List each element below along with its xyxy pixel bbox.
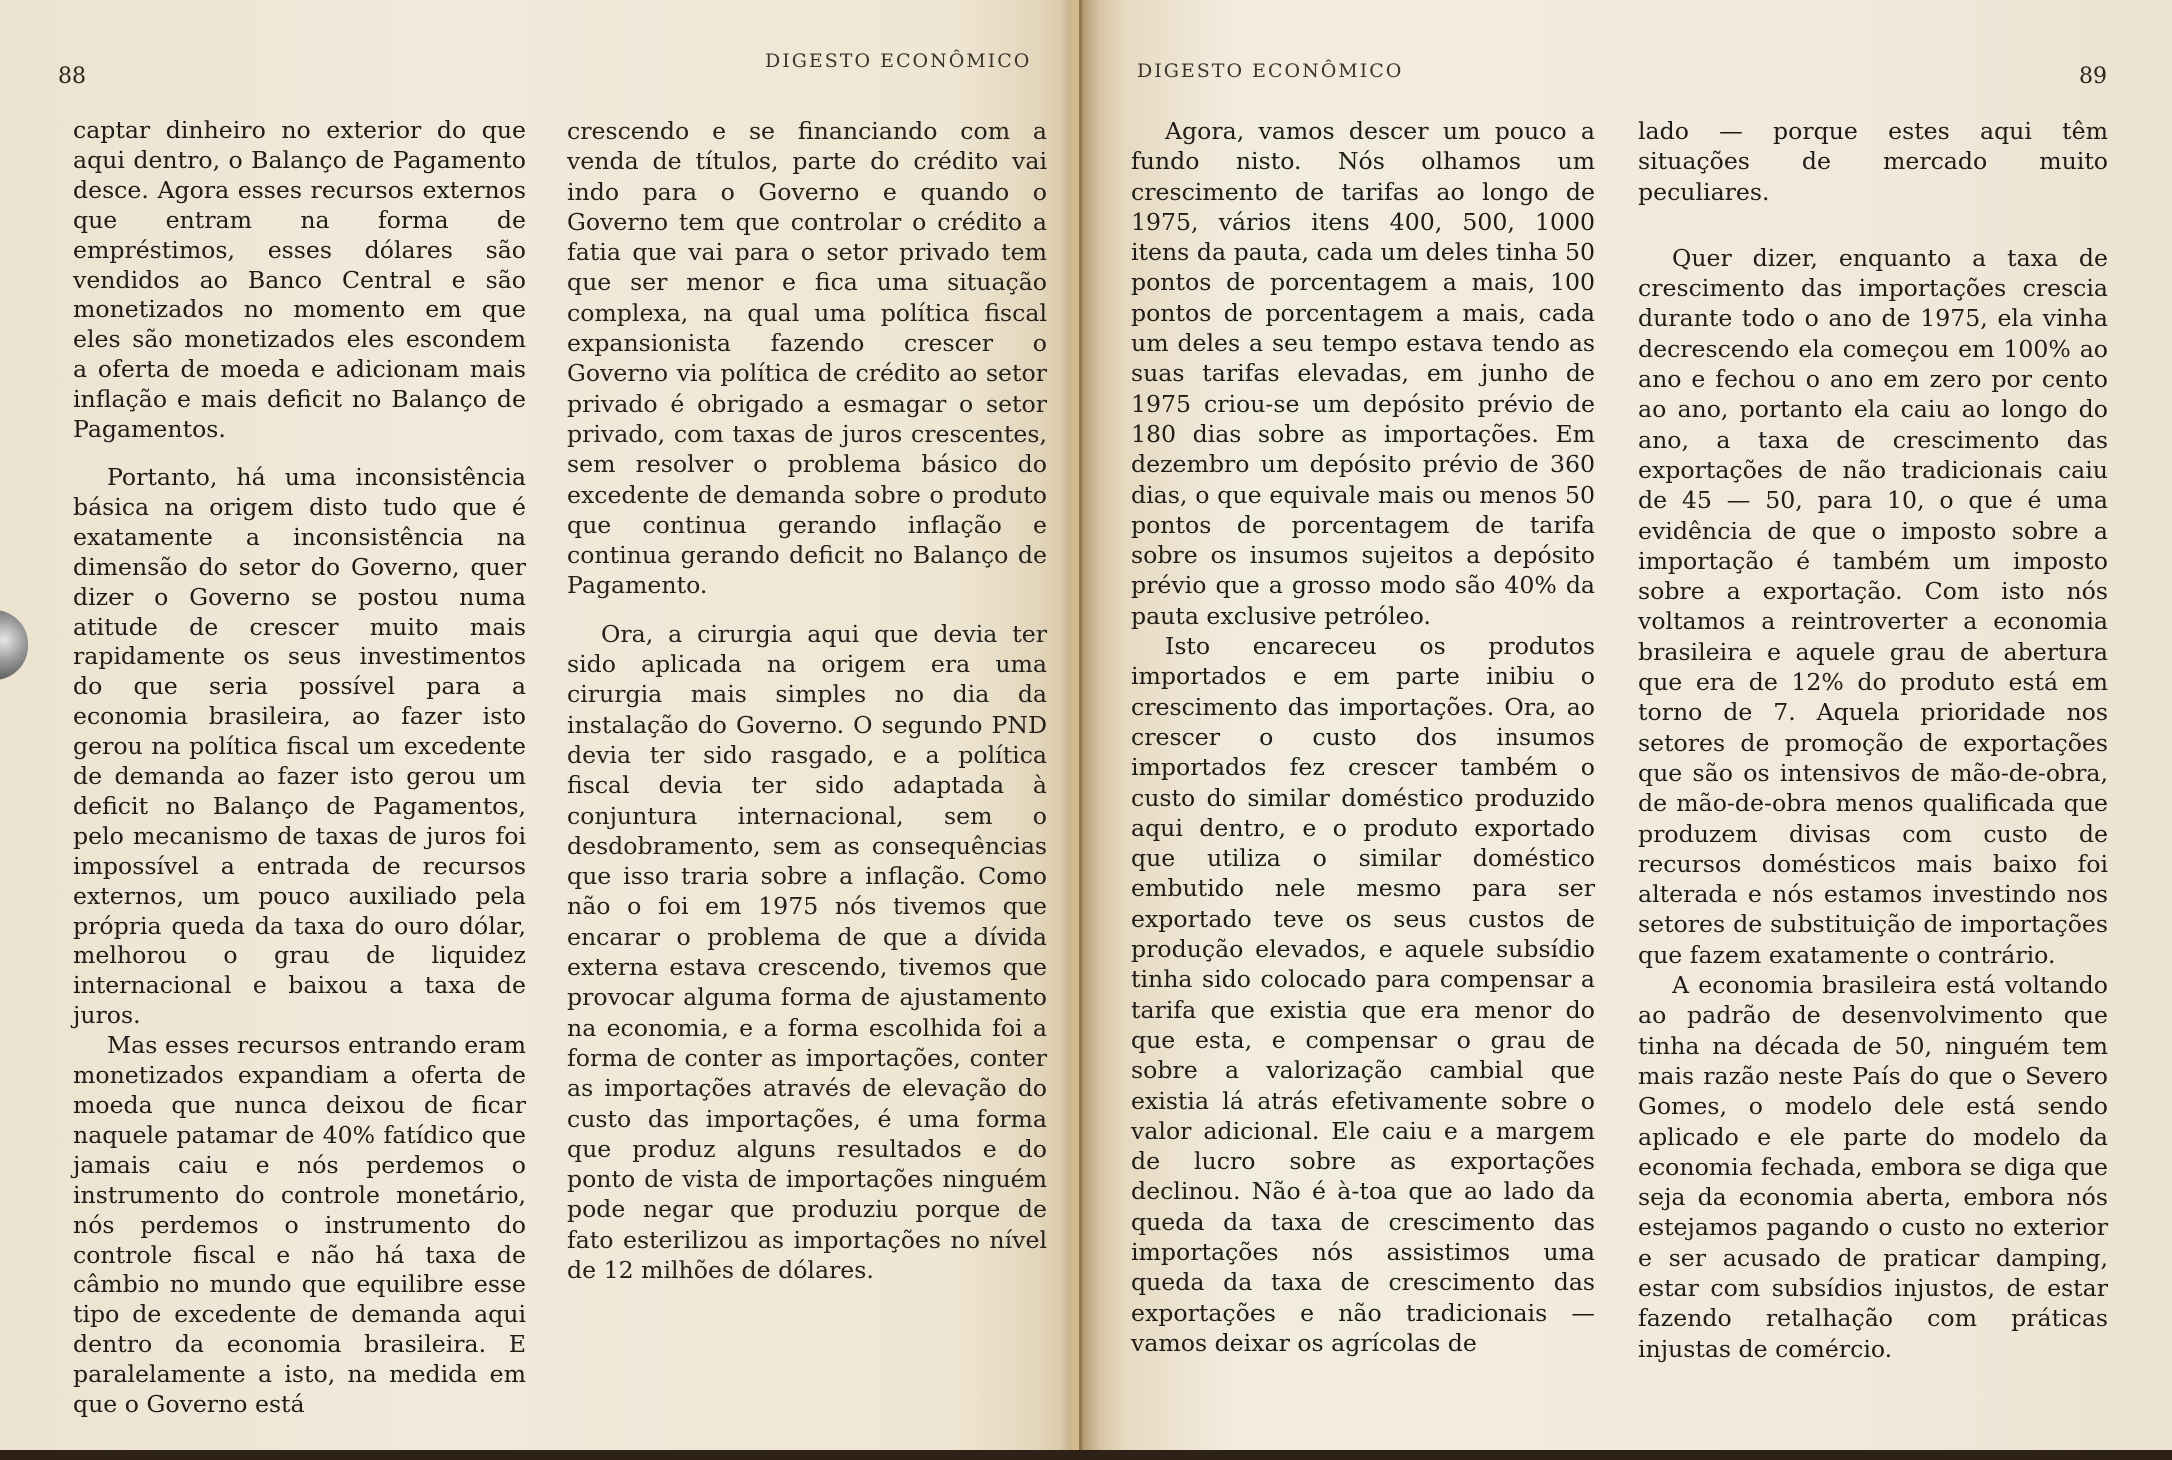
paragraph: Quer dizer, enquanto a taxa de crescimento das importações crescia durante todo o ano de 1975, ela vinha decrescendo ela começou em 100% ao ano e fechou o ano em zero por cento ao ano, portanto ela caiu ao longo do ano, a taxa de crescimento das exportações de não tradicionais caiu de 45 — 50, para 10, o que é uma evidência de que o imposto sobre a importação é também um imposto sobre a exportação. Com isto nós voltamos a reintroverter a economia brasileira e aquele grau de abertura que era de 12% do produto está em torno de 7. Aquela prioridade nos setores de promoção de exportações que são os intensivos de mão-de-obra, de mão-de-obra menos qualificada que produzem divisas com custo de recursos domésticos mais baixo foi alterada e nós estamos investindo nos setores de substituição de importações que fazem exatamente o contrário. xyxy=(1638,243,2108,969)
paragraph: Portanto, há uma inconsistência básica na origem disto tudo que é exatamente a inconsistência na dimensão do setor do Governo, quer dizer o Governo se postou numa atitude de crescer muito mais rapidamente os seus investimentos do que seria possível para a economia brasileira, ao fazer isto gerou na política fiscal um excedente de demanda ao fazer isto gerou um deficit no Balanço de Pagamentos, pelo mecanismo de taxas de juros foi impossível a entrada de recursos externos, um pouco auxiliado pela própria queda da taxa do ouro dólar, melhorou o grau de liquidez internacional e baixou a taxa de juros. xyxy=(73,462,526,1030)
book-binding xyxy=(1071,0,1079,1460)
paragraph: captar dinheiro no exterior do que aqui dentro, o Balanço de Pagamento desce. Agora esses recursos externos que entram na forma de empréstimos, esses dólares são vendidos ao Banco Central e são monetizados no momento em que eles são monetizados eles escondem a oferta de moeda e adicionam mais inflação e mais deficit no Balanço de Pagamentos. xyxy=(73,116,526,444)
page-number-left: 88 xyxy=(58,64,86,89)
binder-clip-icon xyxy=(0,610,28,680)
text-column-4 xyxy=(1638,116,2108,1364)
page-number-right: 89 xyxy=(2079,64,2107,89)
text-column-3 xyxy=(1131,116,1595,1358)
gutter-shadow xyxy=(1060,0,1100,1460)
text-column-2 xyxy=(567,116,1047,1285)
paragraph: lado — porque estes aqui têm situações de mercado muito peculiares. xyxy=(1638,117,2108,206)
bottom-edge xyxy=(0,1450,2172,1460)
paragraph: crescendo e se financiando com a venda de títulos, parte do crédito vai indo para o Governo e quando o Governo tem que controlar o crédito a fatia que vai para o setor privado tem que ser menor e fica uma situação complexa, na qual uma política fiscal expansionista fazendo crescer o Governo via política de crédito ao setor privado é obrigado a esmagar o setor privado, com taxas de juros crescentes, sem resolver o problema básico do excedente de demanda sobre o produto que continua gerando inflação e continua gerando deficit no Balanço de Pagamento. xyxy=(567,117,1047,600)
paragraph: Mas esses recursos entrando eram monetizados expandiam a oferta de moeda que nunca deixou de ficar naquele patamar de 40% fatídico que jamais caiu e nós perdemos o instrumento do controle monetário, nós perdemos o instrumento do controle fiscal e não há taxa de câmbio no mundo que equilibre esse tipo de excedente de demanda aqui dentro da economia brasileira. E paralelamente a isto, na medida em que o Governo está xyxy=(73,1031,526,1419)
text-column-1 xyxy=(73,116,526,1420)
paragraph: Isto encareceu os produtos importados e em parte inibiu o crescimento das importações. Ora, ao crescer o custo dos insumos importados fez crescer também o custo do similar doméstico produzido aqui dentro, e o produto exportado que utiliza o similar doméstico embutido nele mesmo para ser exportado teve os seus custos de produção elevados, e aquele subsídio tinha sido colocado para compensar a tarifa que existia que era menor do que esta, e compensar o grau de sobre a valorização cambial que existia lá atrás efetivamente sobre o valor adicional. Ele caiu e a margem de lucro sobre as exportações declinou. Não é à-toa que ao lado da queda da taxa de crescimento das importações nós assistimos uma queda da taxa de crescimento das exportações e não tradicionais — vamos deixar os agrícolas de xyxy=(1131,632,1595,1357)
running-head-left: DIGESTO ECONÔMICO xyxy=(765,50,1032,72)
left-page xyxy=(0,0,1079,1460)
paragraph: Ora, a cirurgia aqui que devia ter sido aplicada na origem era uma cirurgia mais simples no dia da instalação do Governo. O segundo PND devia ter sido rasgado, e a política fiscal devia ter sido adaptada à conjuntura internacional, sem o desdobramento, sem as consequências que isso traria sobre a inflação. Como não o foi em 1975 nós tivemos que encarar o problema de que a dívida externa estava crescendo, tivemos que provocar alguma forma de ajustamento na economia, e a forma escolhida foi a forma de conter as importações, conter as importações através de elevação do custo das importações, é uma forma que produz alguns resultados e do ponto de vista de importações ninguém pode negar que produziu porque de fato esterilizou as importações no nível de 12 milhões de dólares. xyxy=(567,619,1047,1284)
paragraph: Agora, vamos descer um pouco a fundo nisto. Nós olhamos um crescimento de tarifas ao longo de 1975, vários itens 400, 500, 1000 itens da pauta, cada um deles tinha 50 pontos de porcentagem a mais, 100 pontos de porcentagem a mais, cada um deles a seu tempo estava tendo as suas tarifas elevadas, em junho de 1975 criou-se um depósito prévio de 180 dias sobre as importações. Em dezembro um depósito prévio de 360 dias, o que equivale mais ou menos 50 pontos de porcentagem de tarifa sobre os insumos sujeitos a depósito prévio que a grosso modo são 40% da pauta exclusive petróleo. xyxy=(1131,117,1595,630)
paragraph: A economia brasileira está voltando ao padrão de desenvolvimento que tinha na década de 50, ninguém tem mais razão neste País do que o Severo Gomes, o modelo dele está sendo aplicado e ele parte do modelo da economia fechada, embora se diga que seja da economia aberta, embora nós estejamos pagando o custo no exterior e ser acusado de praticar damping, estar com subsídios injustos, de estar fazendo retalhação com práticas injustas de comércio. xyxy=(1638,971,2108,1363)
running-head-right: DIGESTO ECONÔMICO xyxy=(1137,60,1404,82)
